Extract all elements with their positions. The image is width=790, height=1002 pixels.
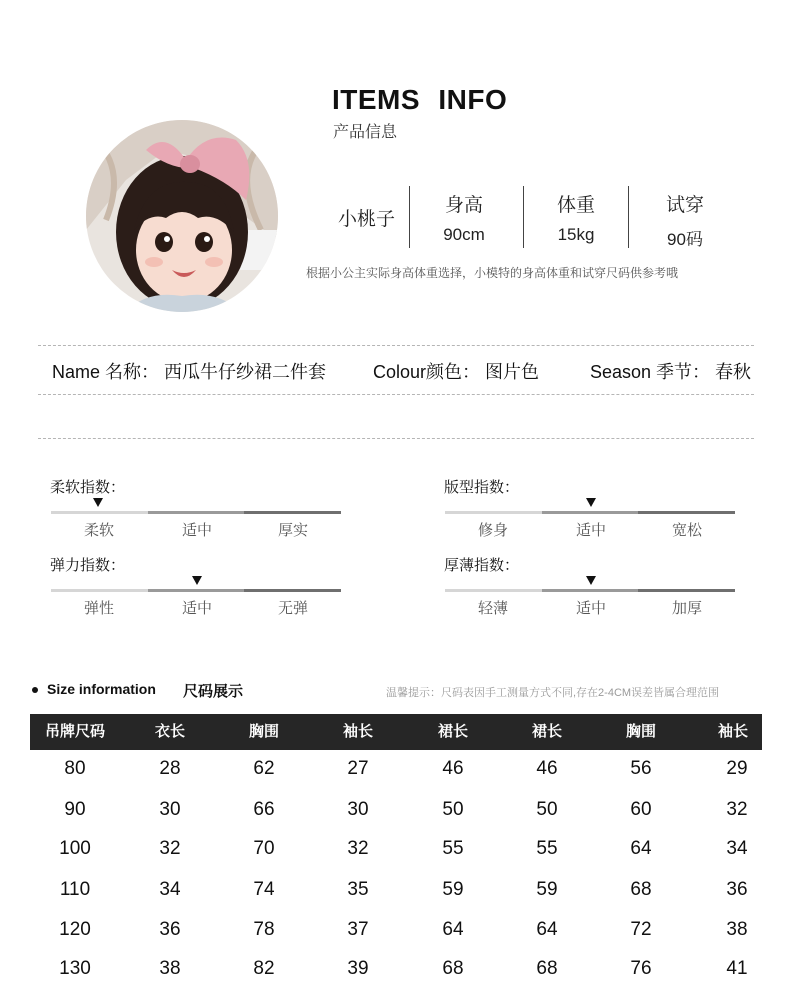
size-cell: 46	[536, 758, 558, 779]
fit-option: 宽松	[671, 522, 702, 539]
size-cell: 30	[347, 799, 369, 820]
size-cell: 37	[347, 919, 369, 940]
size-cell: 55	[442, 838, 464, 859]
size-cell: 36	[159, 919, 181, 940]
elasticity-index-title: 弹力指数：	[50, 557, 126, 574]
dashed-divider	[38, 438, 754, 439]
size-cell: 35	[347, 879, 369, 900]
fit-bar	[445, 511, 735, 514]
size-cell: 28	[159, 758, 181, 779]
size-cell: 50	[442, 799, 464, 820]
product-info-subtitle: 产品信息	[333, 124, 398, 141]
product-season: Season 季节： 春秋	[590, 362, 752, 382]
size-table-header-cell: 吊牌尺码	[44, 723, 105, 740]
size-cell: 110	[59, 879, 91, 900]
stat-divider	[523, 186, 524, 248]
size-cell: 30	[159, 799, 181, 820]
product-colour: Colour颜色： 图片色	[373, 362, 540, 382]
softness-index-title: 柔软指数：	[50, 479, 126, 496]
fit-option: 适中	[575, 522, 606, 539]
size-cell: 100	[59, 838, 91, 859]
size-cell: 59	[536, 879, 558, 900]
size-cell: 50	[536, 799, 558, 820]
softness-option: 适中	[181, 522, 212, 539]
size-table-header-cell: 袖长	[342, 723, 373, 740]
size-cell: 130	[59, 958, 91, 979]
stat-weight	[526, 190, 626, 245]
stat-weight-value: 15kg	[557, 225, 595, 244]
size-cell: 68	[536, 958, 558, 979]
thickness-marker-icon	[586, 576, 596, 585]
stat-tryon-value: 90码	[667, 230, 703, 249]
size-cell: 64	[536, 919, 558, 940]
size-reference-note: 根据小公主实际身高体重选择，小模特的身高体重和试穿尺码供参考哦	[306, 266, 679, 280]
fit-index-title: 版型指数：	[444, 479, 520, 496]
stat-height-label: 身高	[444, 195, 483, 216]
thickness-option: 适中	[575, 600, 606, 617]
softness-option: 柔软	[83, 522, 114, 539]
size-table-header-cell: 袖长	[717, 723, 748, 740]
elasticity-marker-icon	[192, 576, 202, 585]
softness-bar	[51, 511, 341, 514]
dashed-divider	[38, 394, 754, 395]
stat-weight-label: 体重	[556, 195, 595, 216]
size-table-header-cell: 裙长	[531, 723, 562, 740]
size-cell: 55	[536, 838, 558, 859]
stat-divider	[409, 186, 410, 248]
thickness-index-title: 厚薄指数：	[444, 557, 520, 574]
size-cell: 32	[159, 838, 181, 859]
size-cell: 70	[253, 838, 275, 859]
size-cell: 46	[442, 758, 464, 779]
elasticity-option: 适中	[181, 600, 212, 617]
size-cell: 64	[630, 838, 652, 859]
size-cell: 62	[253, 758, 275, 779]
size-cell: 32	[726, 799, 748, 820]
size-tip: 温馨提示：尺码表因手工测量方式不同,存在2-4CM误差皆属合理范围	[386, 687, 720, 699]
size-cell: 120	[59, 919, 91, 940]
size-cell: 32	[347, 838, 369, 859]
size-display-title: 尺码展示	[183, 683, 244, 700]
size-cell: 38	[726, 919, 748, 940]
size-cell: 68	[630, 879, 652, 900]
thickness-bar	[445, 589, 735, 592]
dashed-divider	[38, 345, 754, 346]
size-cell: 29	[726, 758, 748, 779]
size-cell: 41	[726, 958, 748, 979]
elasticity-option: 弹性	[83, 600, 114, 617]
size-cell: 68	[442, 958, 464, 979]
thickness-option: 加厚	[671, 600, 702, 617]
size-cell: 72	[630, 919, 652, 940]
stat-tryon	[635, 190, 735, 250]
size-table-header-cell: 裙长	[437, 723, 468, 740]
size-cell: 78	[253, 919, 275, 940]
size-cell: 59	[442, 879, 464, 900]
size-cell: 38	[159, 958, 181, 979]
elasticity-option: 无弹	[277, 600, 308, 617]
size-cell: 80	[64, 758, 86, 779]
items-info-title: ITEMS INFO	[332, 84, 508, 115]
size-table-header-cell: 衣长	[154, 723, 185, 740]
size-cell: 74	[253, 879, 275, 900]
thickness-option: 轻薄	[477, 600, 508, 617]
fit-option: 修身	[477, 522, 508, 539]
stat-divider	[628, 186, 629, 248]
size-cell: 56	[630, 758, 652, 779]
stat-height-value: 90cm	[443, 225, 485, 244]
model-name: 小桃子	[338, 209, 396, 230]
size-cell: 39	[347, 958, 369, 979]
size-table-header-cell: 胸围	[625, 723, 656, 740]
softness-marker-icon	[93, 498, 103, 507]
product-name: Name 名称： 西瓜牛仔纱裙二件套	[52, 362, 327, 382]
size-cell: 66	[253, 799, 275, 820]
size-table-header-cell: 胸围	[248, 723, 279, 740]
fit-marker-icon	[586, 498, 596, 507]
size-cell: 36	[726, 879, 748, 900]
size-cell: 60	[630, 799, 652, 820]
size-cell: 64	[442, 919, 464, 940]
stat-tryon-label: 试穿	[665, 195, 704, 216]
elasticity-bar	[51, 589, 341, 592]
size-cell: 82	[253, 958, 275, 979]
size-cell: 27	[347, 758, 369, 779]
size-cell: 34	[159, 879, 181, 900]
softness-option: 厚实	[277, 522, 308, 539]
size-info-title: Size information	[47, 681, 156, 697]
size-cell: 90	[64, 799, 86, 820]
bullet-icon	[32, 687, 38, 693]
stat-height	[414, 190, 514, 245]
model-photo	[86, 120, 278, 312]
size-table-header	[30, 714, 762, 750]
size-cell: 34	[726, 838, 748, 859]
size-cell: 76	[630, 958, 652, 979]
